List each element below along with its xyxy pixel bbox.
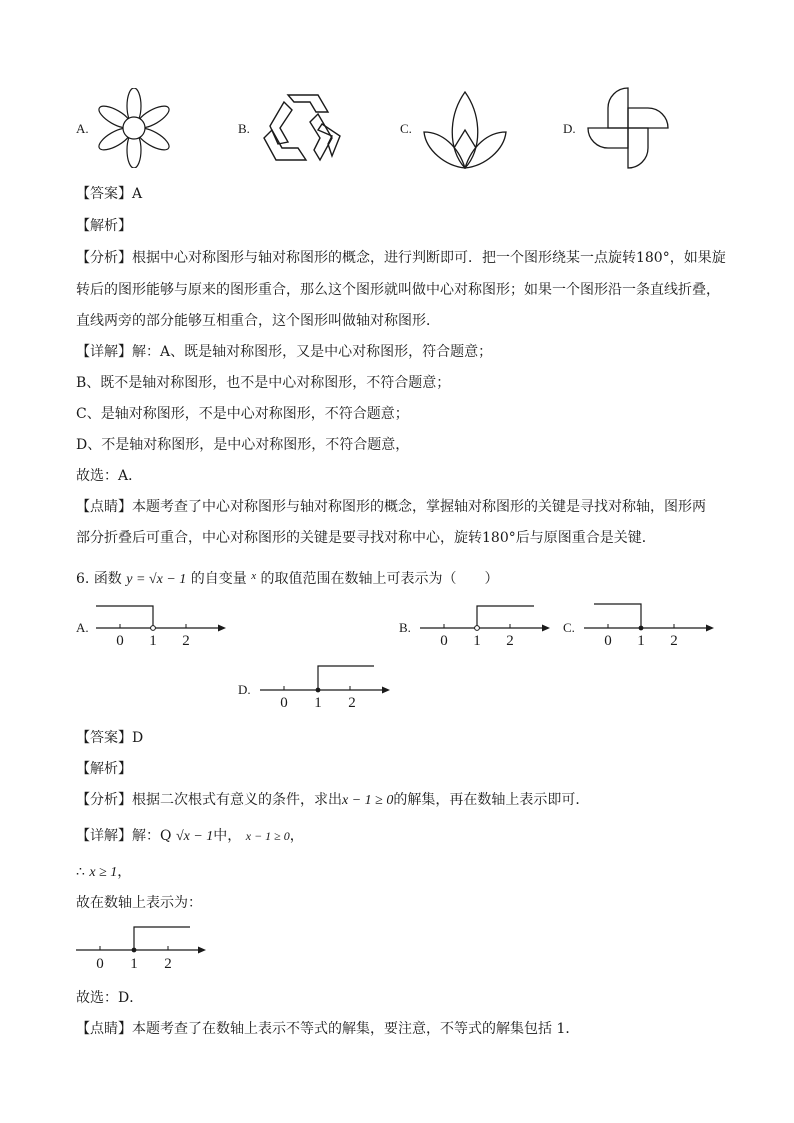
q6-analysis-title: 【解析】 bbox=[76, 761, 132, 777]
q6-result-value: x ≥ 1 bbox=[89, 865, 118, 880]
q6-detail bbox=[76, 826, 304, 847]
tick-label-0: 0 bbox=[96, 956, 104, 972]
q5-detail-line-2: B、既不是轴对称图形，也不是中心对称图形，不符合题意； bbox=[76, 375, 451, 391]
q5-detail-line-1: 【详解】解：A、既是轴对称图形，又是中心对称图形，符合题意； bbox=[76, 344, 493, 360]
closed-circle-icon bbox=[316, 688, 321, 693]
lotus-figure bbox=[420, 88, 510, 170]
arrow-head-icon bbox=[706, 625, 714, 632]
arrow-head-icon bbox=[198, 947, 206, 954]
q6-stem bbox=[76, 566, 499, 590]
q6-stem-formula: y = √x − 1 bbox=[126, 572, 187, 587]
q6-result bbox=[76, 862, 131, 883]
flower-figure bbox=[96, 88, 172, 168]
q6-detail-pre: 【详解】解： bbox=[76, 828, 160, 844]
closed-circle-icon bbox=[132, 948, 137, 953]
q6-detail-formula: √x − 1 bbox=[175, 829, 214, 844]
q6-choose: 故选：D． bbox=[76, 990, 144, 1006]
q6-comment: 【点睛】本题考查了在数轴上表示不等式的解集，要注意，不等式的解集包括 1． bbox=[76, 1021, 580, 1037]
q5-answer: 【答案】A bbox=[76, 186, 143, 202]
tick-label-1: 1 bbox=[314, 695, 322, 711]
q5-detail-line-4: D、不是轴对称图形，是中心对称图形，不符合题意， bbox=[76, 437, 410, 453]
tick-label-2: 2 bbox=[164, 956, 172, 972]
arrow-head-icon bbox=[218, 625, 226, 632]
q5-option-c-label: C. bbox=[400, 121, 412, 136]
arrow-head-icon bbox=[382, 687, 390, 694]
q5-detail-line-3: C、是轴对称图形，不是中心对称图形，不符合题意； bbox=[76, 406, 409, 422]
open-circle-icon bbox=[475, 626, 480, 631]
q6-option-b-label: B. bbox=[399, 620, 411, 635]
tick-label-0: 0 bbox=[116, 633, 124, 649]
tick-label-1: 1 bbox=[473, 633, 481, 649]
number-line-c bbox=[584, 600, 724, 648]
q6-answer: 【答案】D bbox=[76, 730, 144, 746]
tick-label-1: 1 bbox=[130, 956, 138, 972]
number-line-d bbox=[260, 662, 400, 710]
q5-option-a-label: A. bbox=[76, 121, 89, 136]
q5-option-b-label: B. bbox=[238, 121, 250, 136]
q6-detail-end: ， bbox=[289, 828, 304, 844]
number-line-solution bbox=[76, 922, 216, 972]
q6-detail-ineq: x − 1 ≥ 0 bbox=[245, 829, 290, 843]
arrow-head-icon bbox=[542, 625, 550, 632]
q5-analysis-line-3: 直线两旁的部分能够互相重合，这个图形叫做轴对称图形． bbox=[76, 313, 440, 329]
q6-show-text: 故在数轴上表示为： bbox=[76, 895, 202, 911]
q6-stem-post: 的取值范围在数轴上可表示为（ ） bbox=[260, 571, 499, 587]
q5-analysis-line-1: 【分析】根据中心对称图形与轴对称图形的概念，进行判断即可．把一个图形绕某一点旋转180°，如果旋 bbox=[76, 250, 726, 266]
q6-analysis-formula: x − 1 ≥ 0 bbox=[342, 793, 394, 808]
because-symbol: Q bbox=[160, 828, 172, 844]
q5-comment-line-2: 部分折叠后可重合，中心对称图形的关键是要寻找对称中心，旋转180°后与原图重合是关键． bbox=[76, 530, 656, 546]
tick-label-1: 1 bbox=[637, 633, 645, 649]
tick-label-0: 0 bbox=[604, 633, 612, 649]
number-line-a bbox=[96, 600, 236, 648]
q6-analysis-pre: 【分析】根据二次根式有意义的条件，求出 bbox=[76, 792, 342, 808]
q6-result-end: ， bbox=[117, 864, 132, 880]
q6-option-c-label: C. bbox=[563, 620, 575, 635]
q6-option-a-label: A. bbox=[76, 620, 89, 635]
tick-label-2: 2 bbox=[182, 633, 190, 649]
q5-analysis-title: 【解析】 bbox=[76, 218, 132, 234]
q6-detail-mid: 中， bbox=[213, 828, 242, 844]
q6-stem-mid: 的自变量 bbox=[190, 571, 247, 587]
q5-choose: 故选：A． bbox=[76, 468, 143, 484]
number-line-b bbox=[420, 600, 560, 648]
tick-label-2: 2 bbox=[506, 633, 514, 649]
q6-number: 6. bbox=[76, 571, 90, 587]
tick-label-0: 0 bbox=[440, 633, 448, 649]
q6-option-d-label: D. bbox=[238, 682, 251, 697]
triangle-arrows-figure bbox=[258, 88, 346, 168]
q5-option-d-label: D. bbox=[563, 121, 576, 136]
q6-stem-pre: 函数 bbox=[93, 571, 122, 587]
q6-analysis-post: 的解集，再在数轴上表示即可． bbox=[393, 792, 590, 808]
open-circle-icon bbox=[151, 626, 156, 631]
tick-label-1: 1 bbox=[149, 633, 157, 649]
tick-label-2: 2 bbox=[348, 695, 356, 711]
q6-stem-var: x bbox=[251, 570, 257, 582]
tick-label-2: 2 bbox=[670, 633, 678, 649]
pinwheel-figure bbox=[584, 84, 672, 172]
q5-comment-line-1: 【点睛】本题考查了中心对称图形与轴对称图形的概念，掌握轴对称图形的关键是寻找对称轴，图形两 bbox=[76, 499, 706, 515]
closed-circle-icon bbox=[639, 626, 644, 631]
therefore-symbol: ∴ bbox=[76, 864, 85, 880]
tick-label-0: 0 bbox=[280, 695, 288, 711]
q5-analysis-line-2: 转后的图形能够与原来的图形重合，那么这个图形就叫做中心对称图形；如果一个图形沿一条直线折叠， bbox=[76, 282, 720, 298]
q6-analysis bbox=[76, 790, 589, 811]
